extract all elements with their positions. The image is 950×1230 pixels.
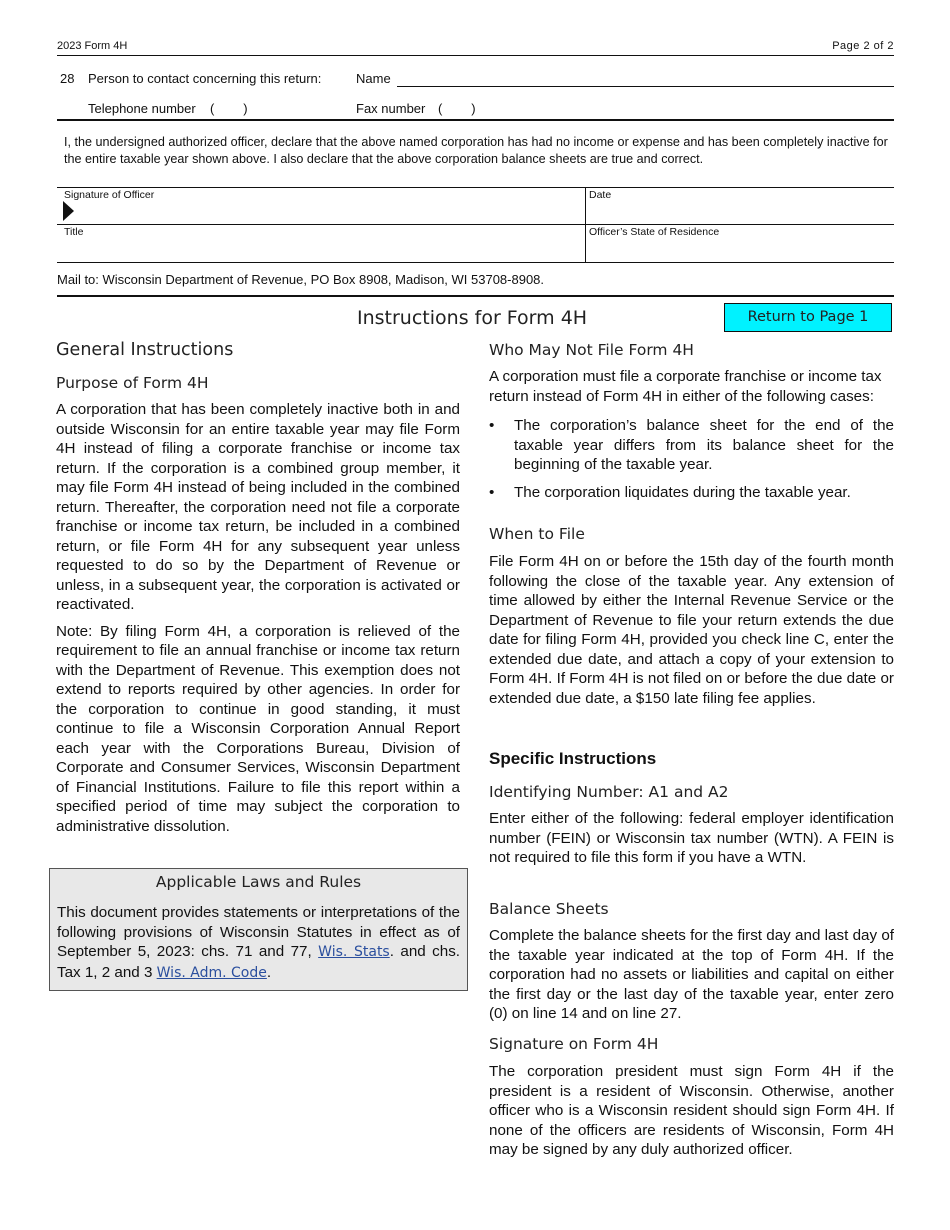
fax-label: Fax number <box>356 101 426 116</box>
page-number: Page 2 of 2 <box>832 40 894 52</box>
signature-arrow-icon <box>63 201 74 221</box>
date-field[interactable] <box>590 202 890 222</box>
title-field[interactable] <box>64 239 574 259</box>
sig-box-divider <box>585 187 586 263</box>
bullet-icon: • <box>489 483 495 501</box>
wis-stats-link[interactable]: Wis. Stats <box>318 944 390 960</box>
general-instructions-heading: General Instructions <box>56 340 234 360</box>
who-heading: Who May Not File Form 4H <box>489 341 694 359</box>
identifying-number-text: Enter either of the following: federal employer identification number (FEIN) or Wisconsin tax number (WTN). A FEIN is not required to file this form if you have a WTN. <box>489 810 894 866</box>
list-item <box>489 483 894 503</box>
residence-field[interactable] <box>590 239 890 259</box>
mail-rule <box>57 295 894 297</box>
who-section <box>489 367 894 502</box>
laws-heading: Applicable Laws and Rules <box>155 873 362 891</box>
declaration: I, the undersigned authorized officer, declare that the above named corporation has had no income or expense and has been completely inactive for the entire taxable year shown above. I also declare that the above corporation balance sheets are true and correct. <box>64 135 888 166</box>
laws-text-after: . <box>266 963 272 981</box>
purpose-section <box>56 400 460 843</box>
contact-label: Person to contact concerning this return: <box>88 71 322 86</box>
form-id: 2023 Form 4H <box>57 40 128 52</box>
mail-to: Mail to: Wisconsin Department of Revenue, PO Box 8908, Madison, WI 53708-8908. <box>57 272 545 287</box>
bullet-text: The corporation liquidates during the taxable year. <box>514 483 851 501</box>
fax-field[interactable]: ( ) <box>438 101 476 116</box>
balance-sheets-heading: Balance Sheets <box>489 900 609 918</box>
identifying-number-heading: Identifying Number: A1 and A2 <box>489 783 729 801</box>
list-item <box>489 416 894 475</box>
title-label: Title <box>64 226 84 238</box>
instructions-title: Instructions for Form 4H <box>357 307 588 329</box>
signature-label: Signature of Officer <box>64 189 155 201</box>
purpose-heading: Purpose of Form 4H <box>56 374 209 392</box>
date-label: Date <box>589 189 612 201</box>
name-label: Name <box>356 71 391 86</box>
when-heading: When to File <box>489 525 585 543</box>
note-text: Note: By filing Form 4H, a corporation is relieved of the requirement to file an annual franchise or income tax return with the Department of Revenue. This exemption does not extend to reports required by other agencies. In order for the corporation to continue in good standing, it must continue to file a Wisconsin Corporation Annual Report each year with the Corporations Bureau, Division of Corporate and Consumer Services, Wisconsin Department of Financial Institutions. Failure to file this report within a specified period of time may subject the corporation to administrative dissolution. <box>56 622 460 835</box>
when-text: File Form 4H on or before the 15th day of the fourth month following the close of the taxable year. Any extension of time allowed by either the Internal Revenue Service or the Department of Revenue to file your return extends the due date for filing Form 4H, provided you check line C, enter the extended due date, and attach a copy of your extension to Form 4H. If Form 4H is not filed on or before the due date or extended due date, a $150 late filing fee applies. <box>489 553 894 707</box>
laws-text-before: This document provides statements or interpretations of the following provisions of Wisconsin Statutes in effect as of September 5, 2023: chs. 71 and 77, <box>57 904 460 960</box>
name-field[interactable] <box>397 86 894 87</box>
who-text: A corporation must file a corporate franchise or income tax return instead of Form 4H in either of the following cases: <box>489 368 882 405</box>
contact-rule <box>57 119 894 121</box>
bullet-icon: • <box>489 417 495 434</box>
signature-heading: Signature on Form 4H <box>489 1035 659 1053</box>
return-to-page-1-button[interactable]: Return to Page 1 <box>724 303 892 332</box>
signature-field[interactable] <box>90 200 570 222</box>
applicable-laws-box <box>49 868 468 991</box>
wis-adm-code-link[interactable]: Wis. Adm. Code <box>156 964 267 981</box>
sig-box-middle <box>57 224 894 225</box>
signature-text: The corporation president must sign Form 4H if the president is a resident of Wisconsin. Otherwise, another officer who is a Wisconsin resident should sign Form 4H. If none of the officers are residents of Wisconsin, Form 4H may be signed by any duly authorized officer. <box>489 1063 894 1158</box>
balance-sheets-text: Complete the balance sheets for the first day and last day of the taxable year indicated at the top of Form 4H. If the corporation had no assets or liabilities and capital on either the first day or the last day of the taxable year, enter zero (0) on line 14 and on line 27. <box>489 927 894 1022</box>
header-rule <box>57 55 894 56</box>
sig-box-top <box>57 187 894 188</box>
purpose-text: A corporation that has been completely inactive both in and outside Wisconsin for an entire taxable year may file Form 4H instead of filing a corporate franchise or income tax return. If the corporation is a combined group member, it may file Form 4H instead of being included in the combined return. Thereafter, the corporation need not file a corporate franchise or income tax return, be included in a combined return, or file Form 4H for any subsequent year unless requested to do so by the Department of Revenue or unless, in a subsequent year, the corporation is activated or reactivated. <box>56 401 460 613</box>
residence-label: Officer’s State of Residence <box>589 226 720 238</box>
sig-box-bottom <box>57 262 894 263</box>
telephone-label: Telephone number <box>88 101 196 116</box>
bullet-text: The corporation’s balance sheet for the end of the taxable year differs from its balance sheet for the beginning of the taxable year. <box>514 417 894 473</box>
line-number: 28 <box>60 71 75 86</box>
telephone-field[interactable]: ( ) <box>210 101 248 116</box>
specific-instructions-heading: Specific Instructions <box>489 749 657 768</box>
laws-text <box>50 903 467 983</box>
laws-text-middle: . and chs. Tax 1, 2 and 3 <box>57 943 461 981</box>
